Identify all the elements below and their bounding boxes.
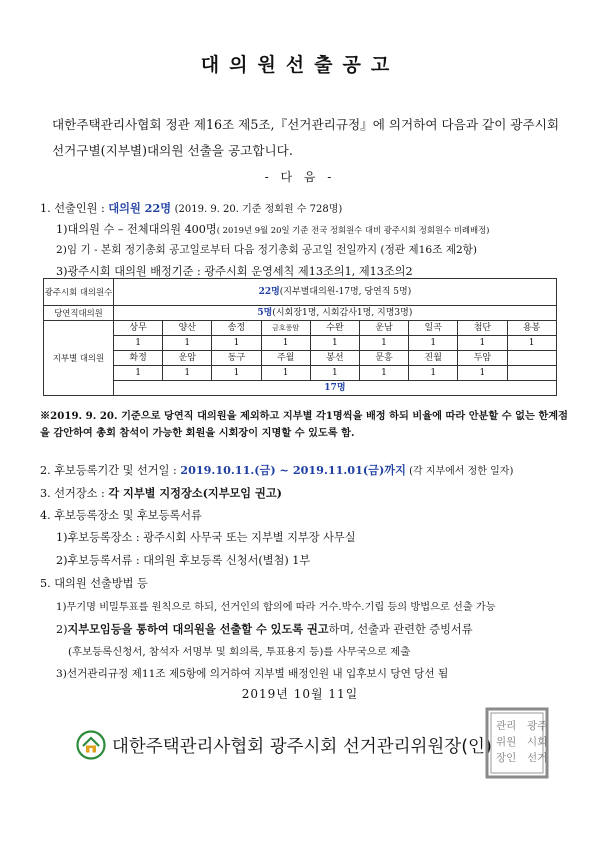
row2-value: 5명 <box>257 308 273 318</box>
row2-detail: (시회장1명, 시회감사1명, 지명3명) <box>272 308 413 318</box>
section-2-note: (각 지부에서 정한 일자) <box>405 466 514 477</box>
section-3-label: 3. 선거장소 : <box>40 487 109 500</box>
signature-text: 대한주택관리사협회 광주시회 선거관리위원장(인) <box>112 736 492 757</box>
branch-name: 운암 <box>163 351 212 366</box>
section-1-sub3: 3)광주시회 대의원 배정기준 : 광주시회 운영세칙 제13조의1, 제13조의2 <box>56 265 413 278</box>
signature-block <box>76 730 492 760</box>
section-1-note: (2019. 9. 20. 기준 정회원 수 728명) <box>174 204 343 215</box>
section-5-sub2-num: 2) <box>56 623 68 636</box>
branch-name: 상무 <box>114 321 163 336</box>
table-row <box>44 366 557 381</box>
branch-count: 1 <box>163 336 212 351</box>
branch-total: 17명 <box>114 381 557 396</box>
branch-name: 운남 <box>359 321 408 336</box>
branch-count: 1 <box>458 366 507 381</box>
notice-date: 2019년 10월 11일 <box>241 687 359 701</box>
table-row <box>44 306 557 321</box>
branch-name: 동구 <box>212 351 261 366</box>
section-5-sub2-rest: 하며, 선출과 관련한 증빙서류 <box>328 623 473 636</box>
branch-name: 송정 <box>212 321 261 336</box>
branch-count: 1 <box>114 366 163 381</box>
section-2-label: 2. 후보등록기간 및 선거일 : <box>40 464 181 477</box>
branch-name: 금호풍암 <box>261 321 310 336</box>
row2-value-cell <box>114 306 557 321</box>
section-3 <box>40 485 282 501</box>
branch-count: 1 <box>261 336 310 351</box>
svg-text:시회: 시회 <box>527 736 548 748</box>
table-row <box>44 279 557 306</box>
branch-count: 1 <box>114 336 163 351</box>
branch-count: 1 <box>310 336 359 351</box>
branch-name: 두암 <box>458 351 507 366</box>
branch-name: 첨단 <box>458 321 507 336</box>
section-1-sub1-text: 1)대의원 수 – 전체대의원 400명 <box>56 223 217 236</box>
section-5-sub3: 3)선거관리규정 제11조 제5항에 의거하여 지부별 배정인원 내 입후보시 당연 당선 됨 <box>56 668 449 680</box>
section-1-sub1 <box>56 221 489 237</box>
svg-text:위원: 위원 <box>496 736 517 748</box>
branch-count: 1 <box>359 366 408 381</box>
separator: - 다 음 - <box>264 170 336 184</box>
table-row <box>44 321 557 336</box>
row3-label: 지부별 대의원 <box>44 321 114 396</box>
page-title: 대의원선출공고 <box>200 54 400 76</box>
section-2-value: 2019.10.11.(금) ~ 2019.11.01(금)까지 <box>180 463 406 477</box>
branch-count <box>507 366 556 381</box>
svg-text:관리: 관리 <box>496 720 517 732</box>
branch-name: 용봉 <box>507 321 556 336</box>
branch-count: 1 <box>212 336 261 351</box>
branch-name: 화정 <box>114 351 163 366</box>
section-5: 5. 대의원 선출방법 등 <box>40 577 148 590</box>
section-1-value: 대의원 22명 <box>108 201 172 215</box>
association-logo-icon <box>76 730 106 760</box>
branch-name: 진월 <box>409 351 458 366</box>
branch-count: 1 <box>261 366 310 381</box>
intro-paragraph: 대한주택관리사협회 정관 제16조 제5조,『선거관리규정』에 의거하여 다음과 같이 광주시회 선거구별(지부별)대의원 선출을 공고합니다. <box>52 117 560 158</box>
branch-name: 문흥 <box>359 351 408 366</box>
section-4-sub2: 2)후보등록서류 : 대의원 후보등록 신청서(별첨) 1부 <box>56 554 311 567</box>
table-row <box>44 381 557 396</box>
section-1-sub2: 2)임 기 - 본회 정기총회 공고일로부터 다음 정기총회 공고일 전일까지 (정관 제16조 제2항) <box>56 244 478 256</box>
row1-value-cell <box>114 279 557 306</box>
section-2 <box>40 462 513 478</box>
branch-name: 주월 <box>261 351 310 366</box>
branch-count: 1 <box>409 336 458 351</box>
row2-label: 당연직대의원 <box>44 306 114 321</box>
branch-count: 1 <box>507 336 556 351</box>
branch-name <box>507 351 556 366</box>
section-4-sub1: 1)후보등록장소 : 광주시회 사무국 또는 지부별 지부장 사무실 <box>56 531 356 544</box>
svg-text:선거: 선거 <box>527 752 548 764</box>
table-row <box>44 351 557 366</box>
section-5-sub2-bold: 지부모임등을 통하여 대의원을 선출할 수 있도록 권고 <box>67 622 329 636</box>
section-4: 4. 후보등록장소 및 후보등록서류 <box>40 509 202 522</box>
allocation-table <box>43 278 557 396</box>
section-3-value: 각 지부별 지정장소(지부모임 권고) <box>108 486 282 500</box>
official-seal-icon <box>485 707 549 779</box>
section-5-sub1: 1)무기명 비밀투표를 원칙으로 하되, 선거인의 합의에 따라 거수.박수.기립 등의 방법으로 선출 가능 <box>56 602 496 613</box>
section-1 <box>40 200 342 216</box>
section-5-sub2-cont: (후보등록신청서, 참석자 서명부 및 회의록, 투표용지 등)를 사무국으로 제출 <box>68 646 411 658</box>
svg-text:광주: 광주 <box>527 720 548 732</box>
branch-count: 1 <box>212 366 261 381</box>
branch-count: 1 <box>409 366 458 381</box>
allocation-note: ※2019. 9. 20. 기준으로 당연직 대의원을 제외하고 지부별 각1명씩을 배정 하되 비율에 따라 안분할 수 없는 한계점을 감안하여 총회 참석이 가능한 회원을 시회장이 지명할 수 있도록 함. <box>40 410 568 439</box>
table-row <box>44 336 557 351</box>
row1-value: 22명 <box>258 287 280 297</box>
section-5-sub2 <box>56 621 473 637</box>
row1-detail: (지부별대의원-17명, 당연직 5명) <box>279 287 412 297</box>
branch-count: 1 <box>359 336 408 351</box>
branch-name: 양산 <box>163 321 212 336</box>
branch-name: 봉선 <box>310 351 359 366</box>
branch-count: 1 <box>310 366 359 381</box>
row1-label: 광주시회 대의원수 <box>44 279 114 306</box>
branch-count: 1 <box>458 336 507 351</box>
branch-name: 수완 <box>310 321 359 336</box>
svg-text:장인: 장인 <box>496 752 517 764</box>
branch-count: 1 <box>163 366 212 381</box>
section-1-label: 1. 선출인원 : <box>40 202 109 215</box>
section-1-sub1-note: ( 2019년 9월 20일 기준 전국 정회원수 대비 광주시회 정회원수 비례배정) <box>216 225 490 235</box>
branch-name: 일곡 <box>409 321 458 336</box>
